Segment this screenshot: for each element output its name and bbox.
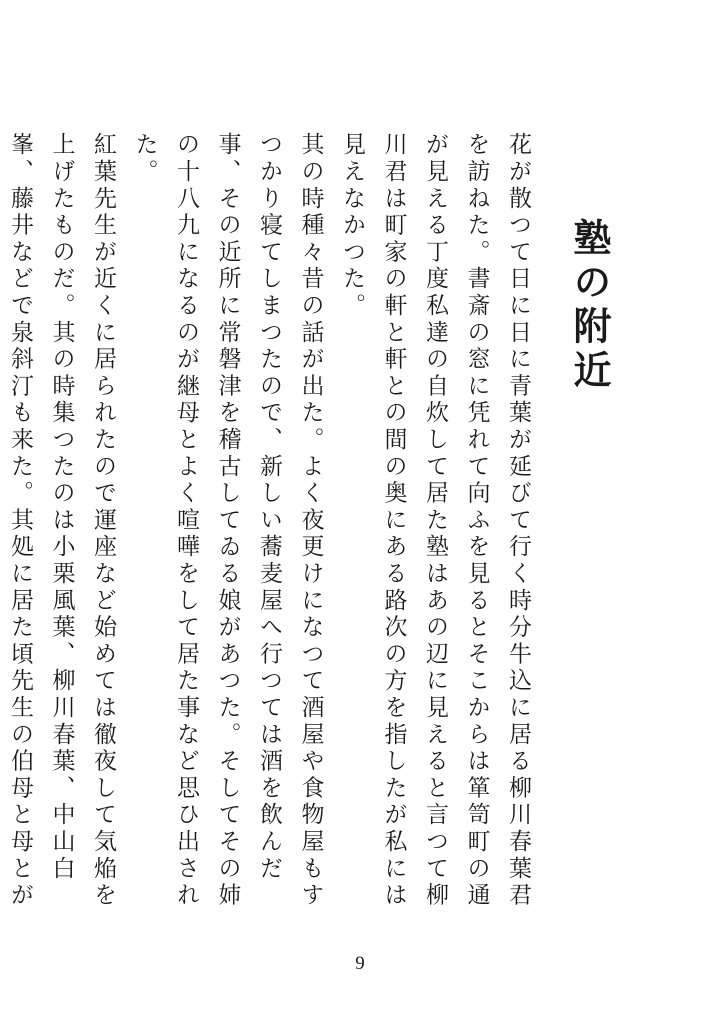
body-text xyxy=(7,132,538,922)
paragraph-2: 其の時種々昔の話が出た。よく夜更けになつて酒屋や食物屋もすつかり寝てしまつたので、新しい蕎麦屋へ行つては酒を飲んだ事、その近所に常磐津を稽古してゐる娘があつた。そしてその姉の十八九になるのが継母とよく喧嘩をして居た事など思ひ出された。 xyxy=(131,132,324,910)
page-number: 9 xyxy=(355,953,365,974)
paragraph-3: 紅葉先生が近くに居られたので運座など始めては徹夜して気焔を上げたものだ。其の時集つたのは小栗風葉、柳川春葉、中山白峯、藤井などで泉斜汀も来た。其処に居た頃先生の伯母と母とが xyxy=(7,132,116,910)
paragraph-1: 花が散つて日に日に青葉が延びて行く時分牛込に居る柳川春葉君を訪ねた。書斎の窓に凭れて向ふを見るとそこからは箪笥町の通が見える丁度私達の自炊して居た塾はあの辺に見えると言つて柳川君は町家の軒と軒との間の奥にある路次の方を指したが私には見えなかつた。 xyxy=(339,132,531,910)
page-title: 塾の附近 xyxy=(567,218,612,394)
